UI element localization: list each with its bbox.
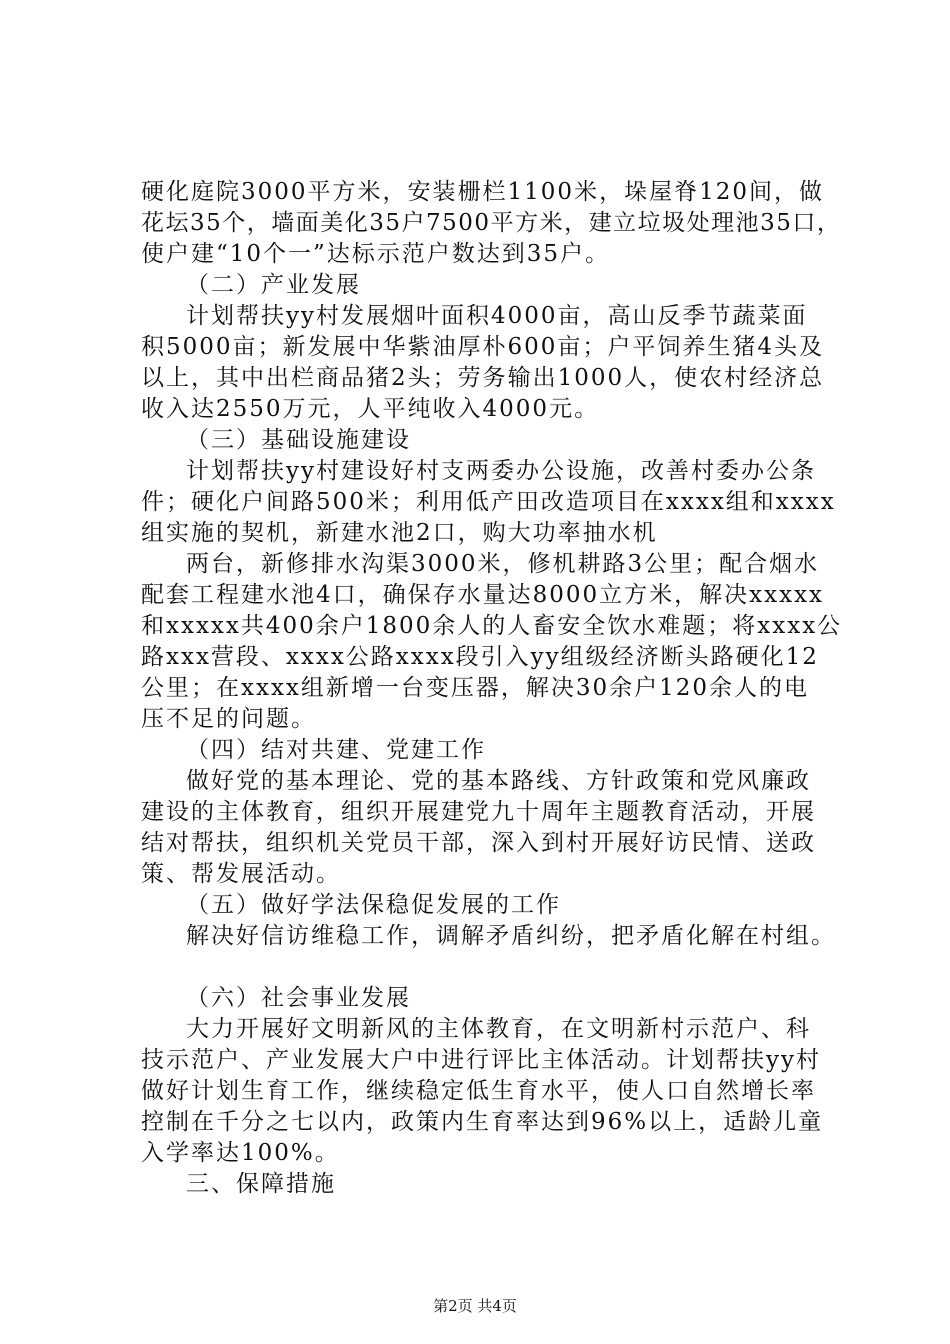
body-text-line: 组实施的契机，新建水池2口，购大功率抽水机 [141, 520, 658, 546]
body-text-line: 和xxxxx共400余户1800余人的人畜安全饮水难题；将xxxx公 [141, 613, 843, 639]
body-text-line: 压不足的问题。 [141, 706, 316, 732]
body-text-line: 花坛35个，墙面美化35户7500平方米，建立垃圾处理池35口， [141, 210, 842, 236]
body-text-line: 件；硬化户间路500米；利用低产田改造项目在xxxx组和xxxx [141, 489, 836, 515]
body-text-line: 策、帮发展活动。 [141, 861, 341, 887]
body-text-line: 控制在千分之七以内，政策内生育率达到96%以上，适龄儿童 [141, 1109, 824, 1135]
body-text-line: 大力开展好文明新风的主体教育，在文明新村示范户、科 [186, 1016, 811, 1042]
section-heading-2: （二）产业发展 [186, 272, 361, 298]
section-heading-5: （五）做好学法保稳促发展的工作 [186, 892, 561, 918]
body-text-line: 计划帮扶yy村发展烟叶面积4000亩，高山反季节蔬菜面 [186, 303, 808, 329]
body-text-line: 配套工程建水池4口，确保存水量达8000立方米，解决xxxxx [141, 582, 825, 608]
body-text-line: 入学率达100%。 [141, 1140, 340, 1166]
body-text-line: 两台，新修排水沟渠3000米，修机耕路3公里；配合烟水 [186, 551, 820, 577]
section-heading-6: （六）社会事业发展 [186, 985, 411, 1011]
body-text-line: 公里；在xxxx组新增一台变压器，解决30余户120余人的电 [141, 675, 810, 701]
body-text-line: 计划帮扶yy村建设好村支两委办公设施，改善村委办公条 [186, 458, 816, 484]
body-text-line: 建设的主体教育，组织开展建党九十周年主题教育活动，开展 [141, 799, 816, 825]
body-text-line: 收入达2550万元，人平纯收入4000元。 [141, 396, 600, 422]
body-text-line: 以上，其中出栏商品猪2头；劳务输出1000人，使农村经济总 [141, 365, 825, 391]
body-text-line: 结对帮扶，组织机关党员干部，深入到村开展好访民情、送政 [141, 830, 816, 856]
body-text-line: 技示范户、产业发展大户中进行评比主体活动。计划帮扶yy村 [141, 1047, 821, 1073]
section-heading-3-guarantee: 三、保障措施 [186, 1171, 336, 1197]
page-number-footer: 第2页 共4页 [433, 1297, 517, 1315]
section-heading-3: （三）基础设施建设 [186, 427, 411, 453]
body-text-line: 使户建“10个一”达标示范户数达到35户。 [141, 241, 611, 267]
section-heading-4: （四）结对共建、党建工作 [186, 737, 486, 763]
body-text-line: 做好党的基本理论、党的基本路线、方针政策和党风廉政 [186, 768, 811, 794]
body-text-line: 积5000亩；新发展中华紫油厚朴600亩；户平饲养生猪4头及 [141, 334, 825, 360]
body-text-line: 路xxx营段、xxxx公路xxxx段引入yy组级经济断头路硬化12 [141, 644, 819, 670]
body-text-line: 做好计划生育工作，继续稳定低生育水平，使人口自然增长率 [141, 1078, 816, 1104]
body-text-line: 硬化庭院3000平方米，安装栅栏1100米，垛屋脊120间，做 [141, 179, 824, 205]
body-text-line: 解决好信访维稳工作，调解矛盾纠纷，把矛盾化解在村组。 [186, 923, 836, 949]
